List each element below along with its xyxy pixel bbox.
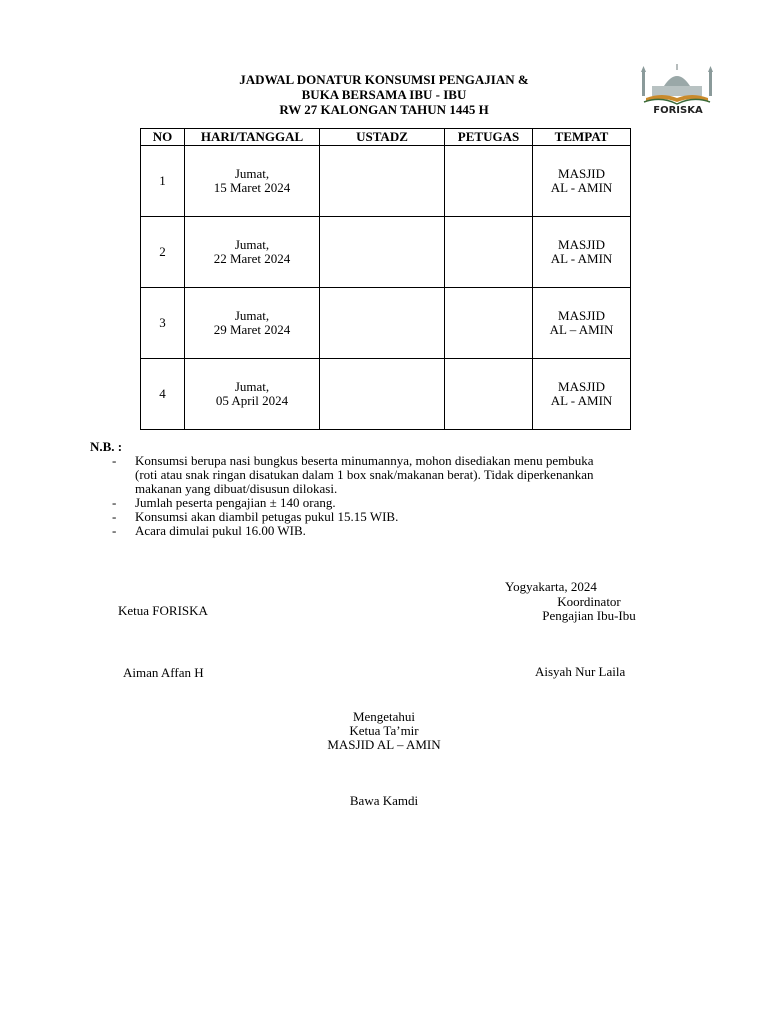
day-date-cell bbox=[185, 288, 320, 359]
place-line-1: MASJID bbox=[558, 379, 605, 394]
column-header: PETUGAS bbox=[445, 129, 533, 146]
list-item bbox=[90, 510, 690, 524]
day-text: Jumat, bbox=[234, 237, 270, 252]
title-line-1: JADWAL DONATUR KONSUMSI PENGAJIAN & bbox=[239, 72, 529, 87]
place-line-2: AL - AMIN bbox=[550, 251, 613, 266]
notes-heading: N.B. : bbox=[90, 439, 123, 454]
table-header-row bbox=[141, 129, 631, 146]
date-text: 05 April 2024 bbox=[215, 393, 289, 408]
date-text: 15 Maret 2024 bbox=[213, 180, 291, 195]
petugas-cell bbox=[445, 288, 533, 359]
day-text: Jumat, bbox=[234, 308, 270, 323]
role-line-2: Ketua Ta’mir bbox=[349, 723, 419, 738]
note-line: Konsumsi berupa nasi bungkus beserta minumannya, mohon disediakan menu pembuka bbox=[135, 453, 594, 468]
column-header: USTADZ bbox=[320, 129, 445, 146]
place-cell bbox=[533, 217, 631, 288]
row-number: 2 bbox=[141, 217, 185, 288]
note-line: (roti atau snak ringan disatukan dalam 1 box snak/makanan berat). Tidak diperkenankan bbox=[135, 467, 594, 482]
ustadz-cell bbox=[320, 217, 445, 288]
note-line: Jumlah peserta pengajian ± 140 orang. bbox=[135, 495, 336, 510]
column-header: TEMPAT bbox=[533, 129, 631, 146]
bottom-signatory-name: Bawa Kamdi bbox=[349, 793, 419, 808]
bottom-signatory-role bbox=[284, 710, 484, 752]
ustadz-cell bbox=[320, 288, 445, 359]
list-item bbox=[90, 454, 690, 496]
row-number: 3 bbox=[141, 288, 185, 359]
ustadz-cell bbox=[320, 146, 445, 217]
title-line-3: RW 27 KALONGAN TAHUN 1445 H bbox=[279, 102, 489, 117]
place-date: Yogyakarta, 2024 bbox=[505, 579, 597, 594]
left-signatory-name: Aiman Affan H bbox=[123, 665, 204, 680]
petugas-cell bbox=[445, 146, 533, 217]
day-date-cell bbox=[185, 359, 320, 430]
ustadz-cell bbox=[320, 359, 445, 430]
list-dash: - bbox=[112, 495, 117, 510]
petugas-cell bbox=[445, 217, 533, 288]
list-item bbox=[90, 524, 690, 538]
day-date-cell bbox=[185, 217, 320, 288]
place-cell bbox=[533, 288, 631, 359]
book-icon bbox=[646, 95, 708, 102]
petugas-cell bbox=[445, 359, 533, 430]
place-line-1: MASJID bbox=[558, 237, 605, 252]
schedule-table bbox=[140, 128, 631, 430]
document-title bbox=[150, 72, 618, 117]
mosque-icon bbox=[641, 64, 713, 96]
place-cell bbox=[533, 146, 631, 217]
note-line: Konsumsi akan diambil petugas pukul 15.15 WIB. bbox=[135, 509, 399, 524]
date-text: 22 Maret 2024 bbox=[213, 251, 291, 266]
left-signatory-role: Ketua FORISKA bbox=[118, 603, 208, 618]
place-line-1: MASJID bbox=[558, 308, 605, 323]
note-line: makanan yang dibuat/disusun dilokasi. bbox=[135, 481, 338, 496]
place-line-1: MASJID bbox=[558, 166, 605, 181]
row-number: 1 bbox=[141, 146, 185, 217]
day-date-cell bbox=[185, 146, 320, 217]
table-row bbox=[141, 288, 631, 359]
place-cell bbox=[533, 359, 631, 430]
table-row bbox=[141, 217, 631, 288]
column-header: HARI/TANGGAL bbox=[185, 129, 320, 146]
list-dash: - bbox=[112, 523, 117, 538]
date-text: 29 Maret 2024 bbox=[213, 322, 291, 337]
note-line: Acara dimulai pukul 16.00 WIB. bbox=[135, 523, 306, 538]
list-item bbox=[90, 496, 690, 510]
logo-text: FORISKA bbox=[653, 105, 703, 116]
list-dash: - bbox=[112, 509, 117, 524]
row-number: 4 bbox=[141, 359, 185, 430]
right-signatory-role bbox=[530, 595, 648, 623]
role-line-2: Pengajian Ibu-Ibu bbox=[542, 608, 636, 623]
table-row bbox=[141, 146, 631, 217]
notes-section bbox=[90, 440, 690, 538]
role-line-1: Koordinator bbox=[557, 594, 621, 609]
column-header: NO bbox=[141, 129, 185, 146]
day-text: Jumat, bbox=[234, 379, 270, 394]
role-line-3: MASJID AL – AMIN bbox=[327, 737, 441, 752]
role-line-1: Mengetahui bbox=[352, 709, 416, 724]
place-line-2: AL - AMIN bbox=[550, 180, 613, 195]
list-dash: - bbox=[112, 453, 117, 468]
right-signatory-name: Aisyah Nur Laila bbox=[535, 664, 626, 679]
foriska-logo bbox=[636, 58, 720, 118]
place-line-2: AL – AMIN bbox=[549, 322, 614, 337]
notes-list bbox=[90, 454, 690, 538]
title-line-2: BUKA BERSAMA IBU - IBU bbox=[301, 87, 467, 102]
place-line-2: AL - AMIN bbox=[550, 393, 613, 408]
day-text: Jumat, bbox=[234, 166, 270, 181]
table-row bbox=[141, 359, 631, 430]
